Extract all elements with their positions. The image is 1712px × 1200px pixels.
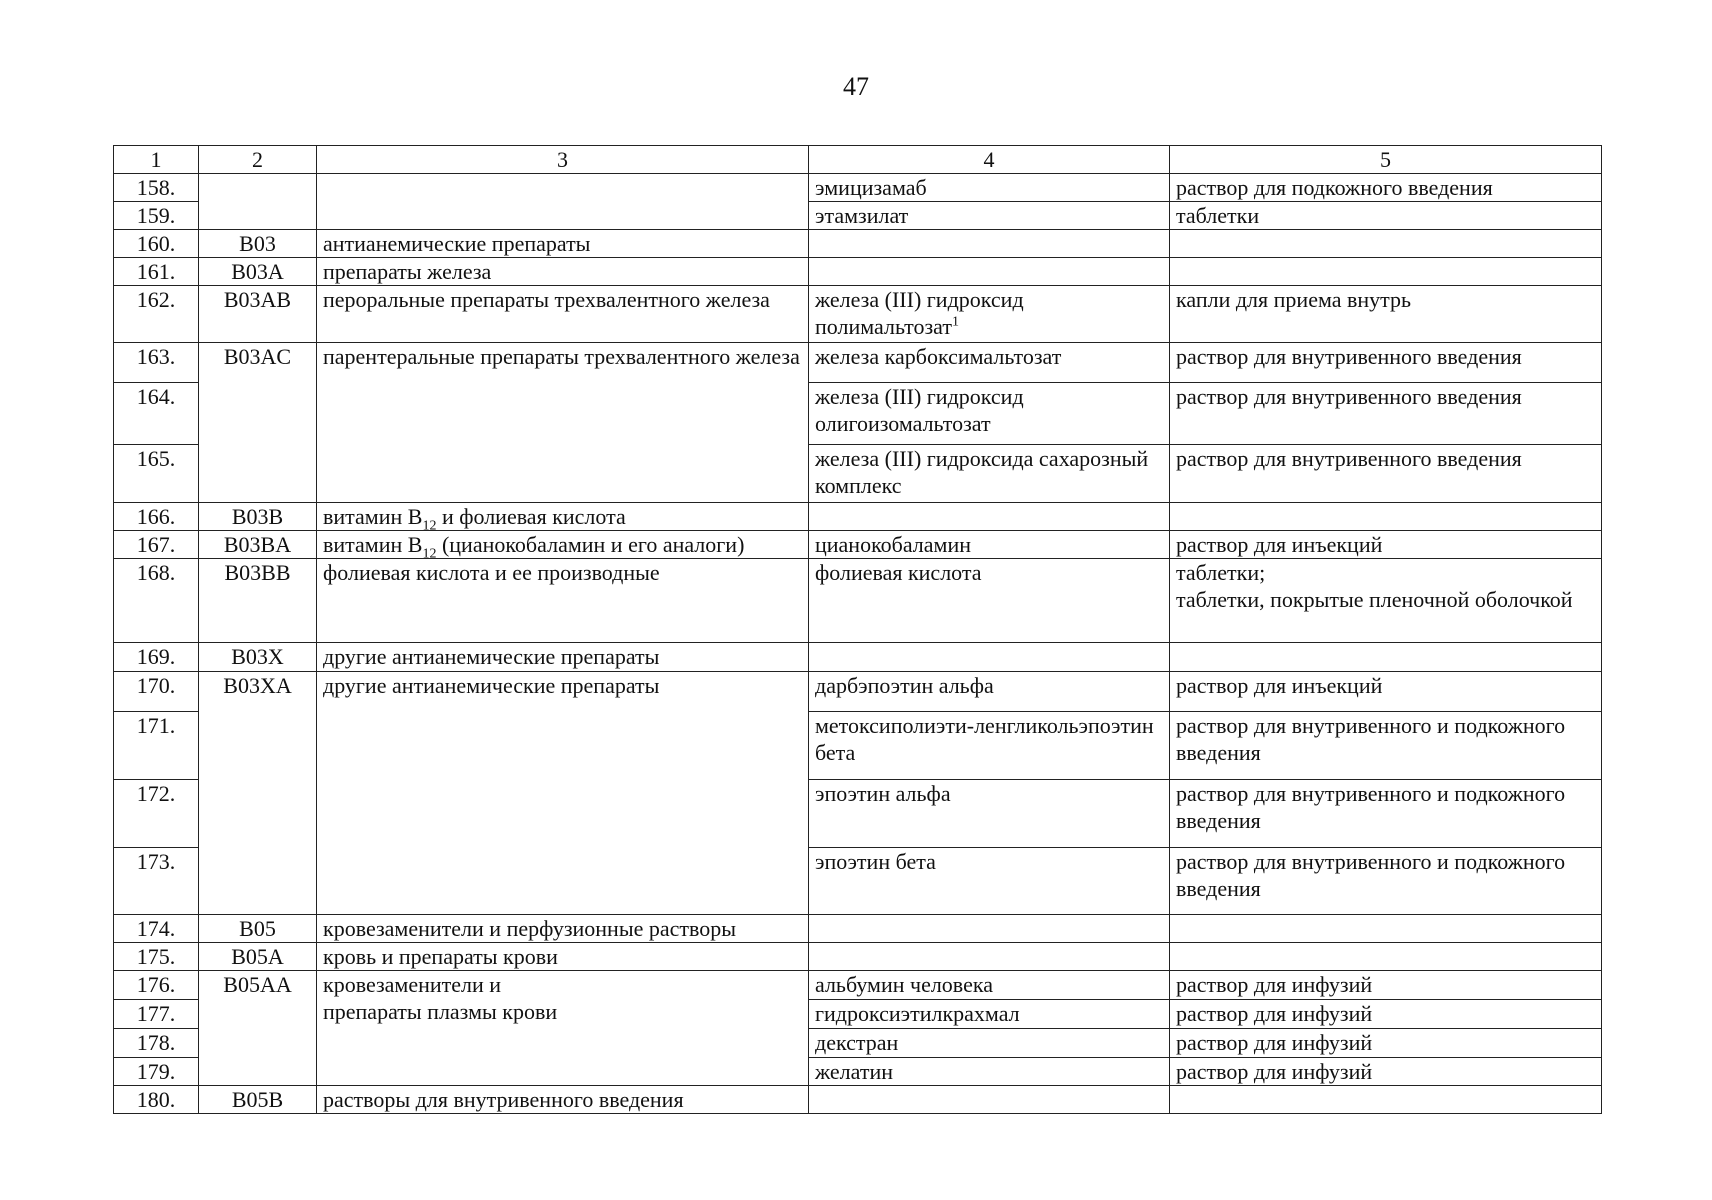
row-number: 158. — [114, 174, 199, 202]
atc-code: B03BA — [199, 531, 317, 559]
row-number: 161. — [114, 258, 199, 286]
drug-name — [809, 1086, 1170, 1114]
drug-name: эпоэтин альфа — [809, 780, 1170, 848]
dosage-form: раствор для внутривенного и подкожного введения — [1170, 848, 1602, 915]
drug-name: железа (III) гидроксид олигоизомальтозат — [809, 383, 1170, 445]
row-number: 174. — [114, 915, 199, 943]
atc-code: B03B — [199, 503, 317, 531]
column-header-4: 4 — [809, 146, 1170, 174]
table-row — [114, 230, 1602, 258]
table-row — [114, 559, 1602, 643]
dosage-form: раствор для инфузий — [1170, 1029, 1602, 1058]
atc-code: B03XA — [199, 672, 317, 915]
dosage-form — [1170, 943, 1602, 971]
table-row — [114, 531, 1602, 559]
dosage-form — [1170, 915, 1602, 943]
row-number: 168. — [114, 559, 199, 643]
drug-name — [809, 643, 1170, 672]
table-row — [114, 943, 1602, 971]
group-name: антианемические препараты — [317, 230, 809, 258]
table-row — [114, 258, 1602, 286]
dosage-form — [1170, 258, 1602, 286]
drug-name: гидроксиэтилкрахмал — [809, 1000, 1170, 1029]
drug-name — [809, 915, 1170, 943]
group-name-text: витамин B — [323, 532, 423, 557]
group-name: пероральные препараты трехвалентного железа — [317, 286, 809, 343]
drug-name: желатин — [809, 1058, 1170, 1086]
atc-code: B03 — [199, 230, 317, 258]
column-header-3: 3 — [317, 146, 809, 174]
table-row — [114, 503, 1602, 531]
row-number: 172. — [114, 780, 199, 848]
group-name: кровезаменители и перфузионные растворы — [317, 915, 809, 943]
drug-table — [113, 145, 1602, 1114]
atc-code: B03A — [199, 258, 317, 286]
table-header-row — [114, 146, 1602, 174]
atc-code: B03AC — [199, 343, 317, 503]
dosage-form: раствор для инфузий — [1170, 1058, 1602, 1086]
dosage-form — [1170, 230, 1602, 258]
drug-name: эпоэтин бета — [809, 848, 1170, 915]
row-number: 173. — [114, 848, 199, 915]
drug-name: фолиевая кислота — [809, 559, 1170, 643]
row-number: 160. — [114, 230, 199, 258]
group-name — [317, 971, 809, 1086]
row-number: 170. — [114, 672, 199, 712]
row-number: 164. — [114, 383, 199, 445]
row-number: 175. — [114, 943, 199, 971]
table-row — [114, 971, 1602, 1000]
column-header-5: 5 — [1170, 146, 1602, 174]
dosage-form: раствор для инфузий — [1170, 971, 1602, 1000]
drug-name: альбумин человека — [809, 971, 1170, 1000]
row-number: 162. — [114, 286, 199, 343]
atc-code: B05A — [199, 943, 317, 971]
atc-code: B05B — [199, 1086, 317, 1114]
atc-code: B03X — [199, 643, 317, 672]
dosage-form — [1170, 503, 1602, 531]
table-row — [114, 1086, 1602, 1114]
group-name: препараты железа — [317, 258, 809, 286]
subscript: 12 — [422, 518, 437, 534]
drug-name — [809, 230, 1170, 258]
column-header-1: 1 — [114, 146, 199, 174]
group-name-text: и фолиевая кислота — [436, 504, 626, 529]
dosage-form: раствор для инъекций — [1170, 672, 1602, 712]
dosage-form-line: таблетки, покрытые пленочной оболочкой — [1176, 587, 1573, 612]
dosage-form: раствор для инфузий — [1170, 1000, 1602, 1029]
atc-code: B03BB — [199, 559, 317, 643]
row-number: 177. — [114, 1000, 199, 1029]
group-name: кровь и препараты крови — [317, 943, 809, 971]
table-row — [114, 174, 1602, 202]
column-header-2: 2 — [199, 146, 317, 174]
drug-name — [809, 286, 1170, 343]
drug-name-text: железа (III) гидроксид полимальтозат — [815, 287, 1024, 339]
group-name: другие антианемические препараты — [317, 643, 809, 672]
drug-name — [809, 943, 1170, 971]
drug-name: этамзилат — [809, 202, 1170, 230]
group-name: парентеральные препараты трехвалентного железа — [317, 343, 809, 503]
group-name-cell — [317, 174, 809, 230]
dosage-form: раствор для подкожного введения — [1170, 174, 1602, 202]
drug-name: железа карбоксимальтозат — [809, 343, 1170, 383]
group-name — [317, 531, 809, 562]
row-number: 178. — [114, 1029, 199, 1058]
dosage-form: раствор для внутривенного и подкожного введения — [1170, 712, 1602, 780]
dosage-form: капли для приема внутрь — [1170, 286, 1602, 343]
atc-code: B05 — [199, 915, 317, 943]
dosage-form: таблетки — [1170, 202, 1602, 230]
drug-name: декстран — [809, 1029, 1170, 1058]
row-number: 167. — [114, 531, 199, 559]
row-number: 166. — [114, 503, 199, 531]
group-name — [317, 503, 809, 534]
group-name: другие антианемические препараты — [317, 672, 809, 915]
dosage-form: раствор для внутривенного введения — [1170, 343, 1602, 383]
row-number: 163. — [114, 343, 199, 383]
footnote-marker: 1 — [951, 314, 959, 330]
table-row — [114, 343, 1602, 383]
table-row — [114, 672, 1602, 712]
atc-code-cell — [199, 174, 317, 230]
drug-name — [809, 258, 1170, 286]
table-row — [114, 915, 1602, 943]
atc-code: B03AB — [199, 286, 317, 343]
dosage-form-line: таблетки; — [1176, 560, 1266, 585]
row-number: 165. — [114, 445, 199, 503]
row-number: 176. — [114, 971, 199, 1000]
dosage-form — [1170, 1086, 1602, 1114]
drug-name: цианокобаламин — [809, 531, 1170, 559]
dosage-form: раствор для внутривенного введения — [1170, 383, 1602, 445]
group-name: фолиевая кислота и ее производные — [317, 559, 809, 643]
row-number: 179. — [114, 1058, 199, 1086]
group-name-text: (цианокобаламин и его аналоги) — [436, 532, 745, 557]
dosage-form — [1170, 643, 1602, 672]
row-number: 180. — [114, 1086, 199, 1114]
drug-name: дарбэпоэтин альфа — [809, 672, 1170, 712]
group-name-text: витамин B — [323, 504, 423, 529]
group-name: растворы для внутривенного введения — [317, 1086, 809, 1114]
group-name-line: кровезаменители и — [323, 972, 502, 997]
table-row — [114, 643, 1602, 672]
dosage-form: раствор для внутривенного введения — [1170, 445, 1602, 503]
dosage-form — [1170, 559, 1602, 643]
page-number: 47 — [843, 72, 869, 101]
table-row — [114, 286, 1602, 343]
row-number: 169. — [114, 643, 199, 672]
drug-name: метоксиполиэти-ленгликольэпоэтин бета — [809, 712, 1170, 780]
atc-code: B05AA — [199, 971, 317, 1086]
subscript: 12 — [422, 546, 437, 562]
row-number: 171. — [114, 712, 199, 780]
drug-name — [809, 503, 1170, 531]
drug-name: железа (III) гидроксида сахарозный комплекс — [809, 445, 1170, 503]
row-number: 159. — [114, 202, 199, 230]
group-name-line: препараты плазмы крови — [323, 999, 558, 1024]
drug-name: эмицизамаб — [809, 174, 1170, 202]
dosage-form: раствор для инъекций — [1170, 531, 1602, 559]
dosage-form: раствор для внутривенного и подкожного введения — [1170, 780, 1602, 848]
